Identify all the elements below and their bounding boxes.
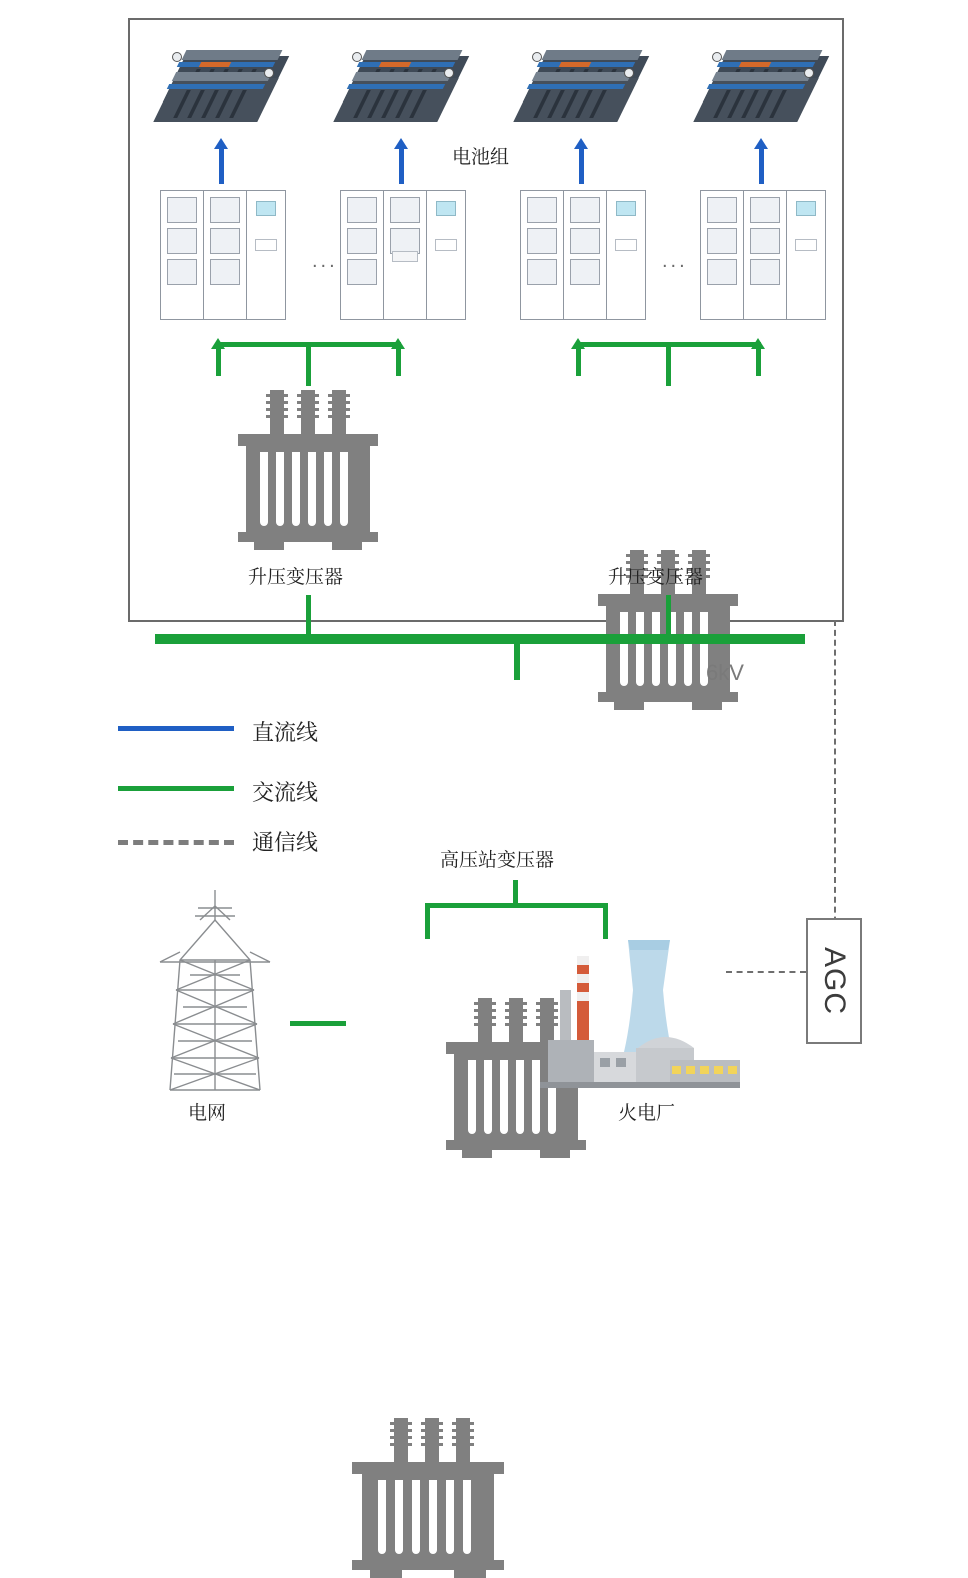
bus-voltage-label: 6kV <box>706 660 744 685</box>
legend-label-dc: 直流线 <box>252 720 319 745</box>
legend-swatch-comm <box>118 840 234 845</box>
dc-line-4 <box>759 148 764 184</box>
pcs-cabinet-2 <box>340 190 466 320</box>
thermal-power-plant-icon <box>520 930 750 1098</box>
thermal-plant-label: 火电厂 <box>618 1103 676 1124</box>
comm-line-horizontal <box>726 971 806 973</box>
ac-riser-4 <box>756 348 761 376</box>
ac-drop-left <box>306 342 311 386</box>
grid-transformer <box>352 1418 504 1578</box>
dc-arrow-3 <box>574 138 588 149</box>
hv-station-transformer-label: 高压站变压器 <box>440 850 555 871</box>
dc-line-3 <box>579 148 584 184</box>
bus-to-hv-transformer <box>514 640 520 680</box>
ac-drop-right <box>666 342 671 386</box>
agc-label: AGC <box>818 946 851 1015</box>
ellipsis-left: ... <box>312 250 338 272</box>
ellipsis-right: ... <box>662 250 688 272</box>
battery-rack-2 <box>340 56 462 128</box>
dc-arrow-4 <box>754 138 768 149</box>
grid-connection-line <box>290 1021 346 1026</box>
legend-swatch-dc <box>118 726 234 731</box>
battery-group-label: 电池组 <box>452 147 510 168</box>
step-up-transformer-left <box>238 390 378 550</box>
ac-riser-2 <box>396 348 401 376</box>
bus-tap-right <box>666 595 671 637</box>
grid-label: 电网 <box>188 1103 227 1124</box>
pcs-cabinet-1 <box>160 190 286 320</box>
pcs-cabinet-4 <box>700 190 826 320</box>
dc-line-1 <box>219 148 224 184</box>
transmission-tower-icon <box>150 890 280 1100</box>
ac-riser-1 <box>216 348 221 376</box>
mv-bus-6kv <box>155 634 805 644</box>
hv-branch-line <box>425 903 608 908</box>
dc-arrow-2 <box>394 138 408 149</box>
bus-tap-left <box>306 595 311 637</box>
step-up-transformer-left-label: 升压变压器 <box>248 567 344 588</box>
legend-swatch-ac <box>118 786 234 791</box>
pcs-cabinet-3 <box>520 190 646 320</box>
battery-rack-3 <box>520 56 642 128</box>
hv-branch-left <box>425 903 430 939</box>
battery-rack-4 <box>700 56 822 128</box>
battery-rack-1 <box>160 56 282 128</box>
legend-label-ac: 交流线 <box>252 780 319 805</box>
dc-arrow-1 <box>214 138 228 149</box>
step-up-transformer-right-label: 升压变压器 <box>608 567 704 588</box>
ac-riser-3 <box>576 348 581 376</box>
agc-box[interactable] <box>806 918 862 1044</box>
legend-label-comm: 通信线 <box>252 830 319 855</box>
dc-line-2 <box>399 148 404 184</box>
